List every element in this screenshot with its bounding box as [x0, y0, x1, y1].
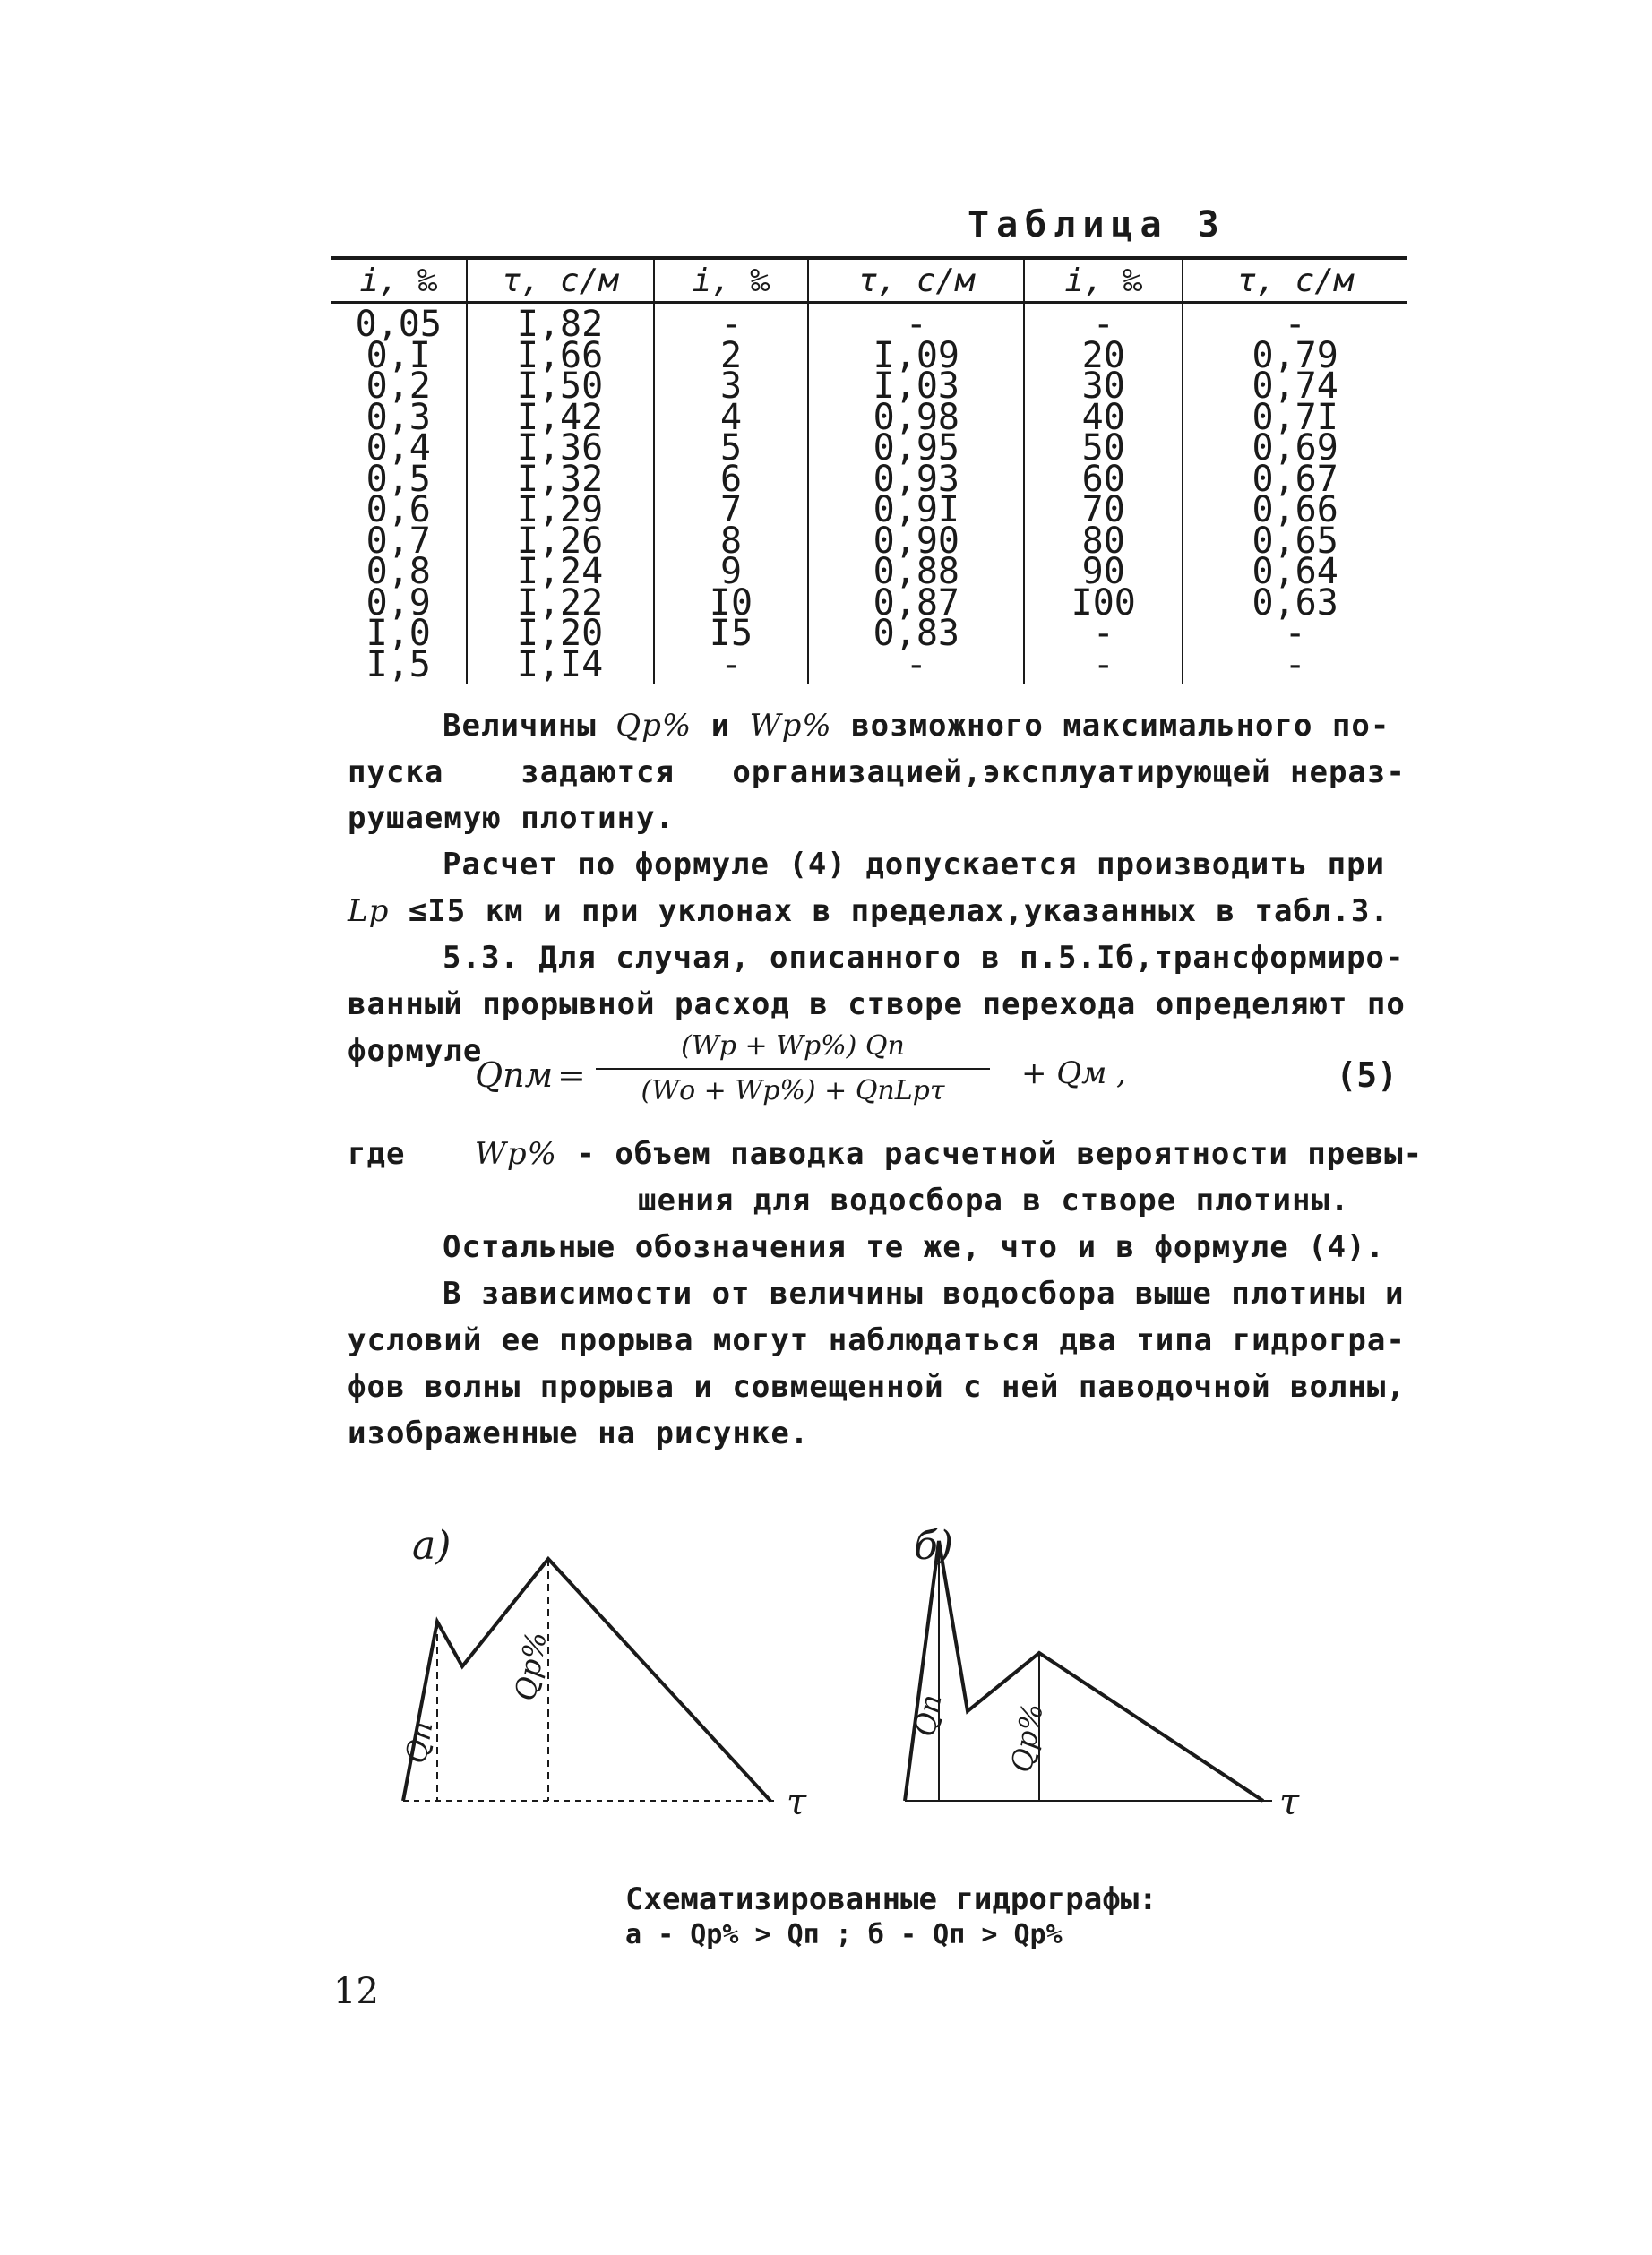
table-cell: 0,69	[1252, 427, 1338, 469]
table-cell: -	[1284, 643, 1306, 685]
table-cell: 0,2	[366, 366, 431, 407]
table-cell: -	[1284, 613, 1306, 654]
table-cell: 7	[719, 489, 743, 530]
table-cell: I,32	[516, 458, 604, 500]
fraction-bar	[596, 1068, 990, 1070]
table-cell: 4	[719, 396, 743, 438]
formula-equals: =	[557, 1055, 586, 1095]
text-fragment: Остальные обозначения те же, что и в формуле (4).	[443, 1229, 1386, 1265]
text-fragment: возможного максимального по-	[851, 708, 1390, 744]
table-cell: 8	[719, 520, 743, 562]
label-b: б)	[914, 1523, 954, 1569]
table-cell: 0,9	[366, 581, 431, 624]
column-slope-1	[331, 303, 467, 684]
table-cell: 0,63	[1252, 581, 1338, 624]
table-cell: 0,87	[873, 581, 959, 624]
table-cell: 0,65	[1252, 520, 1338, 562]
table-caption: Таблица 3	[968, 204, 1226, 245]
table-cell: I,22	[516, 581, 604, 624]
formula-5	[475, 1030, 1398, 1111]
paragraph-3-line-3: формуле	[348, 1033, 483, 1069]
paragraph-3-line-1	[348, 940, 1405, 976]
table-cell: I,20	[516, 613, 604, 654]
symbol-w-p: Wp%	[749, 708, 832, 744]
table-cell: 20	[1081, 334, 1125, 376]
table-cell: I0	[709, 581, 753, 624]
text-fragment: Величины	[443, 708, 597, 744]
table-cell: 3	[719, 366, 743, 407]
label-a-tau: τ	[787, 1782, 807, 1823]
header-slope-3: i, ‰	[1024, 258, 1183, 303]
hydrograph-line	[403, 1559, 770, 1801]
hydrograph-a	[403, 1559, 779, 1801]
paragraph-3-line-2: ванный прорывной расход в створе перехода определяют по	[348, 986, 1406, 1022]
table-cell: 0,I	[366, 334, 431, 376]
table-cell: -	[1092, 643, 1114, 685]
table-cell: 0,83	[873, 613, 959, 654]
table-cell: 60	[1081, 458, 1125, 500]
column-tau-1	[467, 303, 654, 684]
table-cell: 0,74	[1252, 366, 1338, 407]
paragraph-4-line-1	[348, 1229, 1387, 1265]
table-cell: I,50	[516, 366, 604, 407]
symbol-w-p: Wр%	[474, 1136, 557, 1172]
table-cell: 0,79	[1252, 334, 1338, 376]
formula-number: (5)	[1336, 1055, 1398, 1095]
table-cell: -	[719, 304, 743, 345]
header-tau-1: τ, с/м	[467, 258, 654, 303]
table-cell: 30	[1081, 366, 1125, 407]
table-cell: 0,90	[873, 520, 959, 562]
table-cell: 0,5	[366, 458, 431, 500]
symbol-q-p: Qp%	[615, 708, 693, 744]
label-b-q-p: Qр%	[1003, 1700, 1050, 1776]
header-tau-2: τ, с/м	[808, 258, 1024, 303]
table-cell: 9	[719, 551, 743, 592]
table-cell: 0,3	[366, 396, 431, 438]
hydrograph-figure	[385, 1487, 1389, 1837]
table-cell: 0,7I	[1252, 396, 1338, 438]
table-cell: 0,7	[366, 520, 431, 562]
caption-line-1: Схематизированные гидрографы:	[625, 1881, 1157, 1917]
table-cell: I,26	[516, 520, 604, 562]
hydrograph-diagrams	[385, 1487, 1389, 1837]
table-cell: 90	[1081, 551, 1125, 592]
formula-numerator: (Wр + Wр%) Qп	[681, 1030, 905, 1062]
text-fragment: ≤I5 км и при уклонах в пределах,указанных в табл.3.	[408, 893, 1390, 929]
formula-denominator: (Wо + Wр%) + QпLрτ	[641, 1075, 945, 1106]
table-cell: I,66	[516, 334, 604, 376]
slope-table	[331, 256, 1407, 684]
table-cell: 50	[1081, 427, 1125, 469]
table-cell: I,5	[366, 643, 431, 685]
table-cell: I,09	[873, 334, 959, 376]
label-b-q-n: Qп	[907, 1691, 949, 1740]
table-cell: I5	[709, 613, 753, 654]
paragraph-1-line-3: рушаемую плотину.	[348, 800, 675, 836]
figure-caption	[625, 1881, 1157, 1953]
table-cell: I,03	[873, 366, 959, 407]
paragraph-1-line-2: пуска задаются организацией,эксплуатирующей нераз-	[348, 754, 1406, 790]
table-body-row	[331, 303, 1407, 684]
paragraph-2-line-2	[348, 893, 1390, 929]
table-cell: 5	[719, 427, 743, 469]
table-cell: 0,66	[1252, 489, 1338, 530]
text-fragment: и	[710, 708, 731, 744]
table-cell: -	[1284, 304, 1306, 345]
paragraph-5-line-1	[348, 1276, 1405, 1312]
table-cell: 0,4	[366, 427, 431, 469]
label-a-q-n: Qп	[398, 1718, 440, 1767]
caption-line-2: а - Qр% > Qп ; б - Qп > Qр%	[625, 1919, 1063, 1950]
table-cell: 0,98	[873, 396, 959, 438]
text-fragment: Расчет по формуле (4) допускается производить при	[443, 847, 1386, 882]
table-cell: I,0	[366, 613, 431, 654]
where-line-1	[348, 1136, 1424, 1172]
table-cell: I00	[1071, 581, 1136, 624]
table-cell: -	[1092, 613, 1114, 654]
text-fragment: где	[348, 1136, 406, 1172]
column-slope-2	[654, 303, 809, 684]
table-cell: I,29	[516, 489, 604, 530]
header-tau-3: τ, с/м	[1183, 258, 1407, 303]
table-header-row	[331, 258, 1407, 303]
paragraph-5-line-4: изображенные на рисунке.	[348, 1416, 810, 1451]
text-fragment: В зависимости от величины водосбора выше плотины и	[443, 1276, 1405, 1312]
formula-lhs: Qпм	[475, 1055, 554, 1095]
table-cell: 70	[1081, 489, 1125, 530]
table-cell: -	[1092, 304, 1114, 345]
table-cell: I,24	[516, 551, 604, 592]
table-cell: 0,6	[366, 489, 431, 530]
paragraph-5-line-2: условий ее прорыва могут наблюдаться два типа гидрогра-	[348, 1322, 1406, 1358]
paragraph-2-line-1	[348, 847, 1387, 882]
text-fragment: 5.3. Для случая, описанного в п.5.Iб,трансформиро-	[443, 940, 1405, 976]
table-cell: I,I4	[516, 643, 604, 685]
table-cell: I,42	[516, 396, 604, 438]
table-cell: 0,9I	[873, 489, 959, 530]
table-cell: 0,64	[1252, 551, 1338, 592]
table-cell: 0,05	[355, 304, 442, 345]
table-cell: 0,8	[366, 551, 431, 592]
label-b-tau: τ	[1279, 1782, 1300, 1823]
hydrograph-b	[905, 1541, 1272, 1801]
label-a-q-p: Qр%	[507, 1629, 554, 1704]
table-cell: I,36	[516, 427, 604, 469]
header-slope-1: i, ‰	[331, 258, 467, 303]
table-cell: 40	[1081, 396, 1125, 438]
header-slope-2: i, ‰	[654, 258, 809, 303]
table-cell: 0,67	[1252, 458, 1338, 500]
symbol-l-p: Lp	[348, 893, 390, 929]
column-tau-2	[808, 303, 1024, 684]
column-tau-3	[1183, 303, 1407, 684]
paragraph-1-line-1	[348, 708, 1390, 744]
hydrograph-line	[905, 1541, 1263, 1801]
table-cell: 2	[719, 334, 743, 376]
text-fragment: - объем паводка расчетной вероятности превы-	[576, 1136, 1424, 1172]
table-cell: 6	[719, 458, 743, 500]
table-cell: 0,88	[873, 551, 959, 592]
table-cell: 0,93	[873, 458, 959, 500]
column-slope-3	[1024, 303, 1183, 684]
table-cell: -	[719, 643, 743, 685]
table-cell: -	[905, 643, 927, 685]
paragraph-5-line-3: фов волны прорыва и совмещенной с ней паводочной волны,	[348, 1369, 1406, 1405]
table-cell: 80	[1081, 520, 1125, 562]
table-cell: I,82	[516, 304, 604, 345]
table-cell: 0,95	[873, 427, 959, 469]
formula-rhs: + Qм ,	[1021, 1055, 1126, 1091]
label-a: а)	[412, 1523, 452, 1569]
where-line-2: шения для водосбора в створе плотины.	[638, 1183, 1350, 1218]
page-number: 12	[333, 1971, 379, 2012]
table-cell: -	[905, 304, 927, 345]
